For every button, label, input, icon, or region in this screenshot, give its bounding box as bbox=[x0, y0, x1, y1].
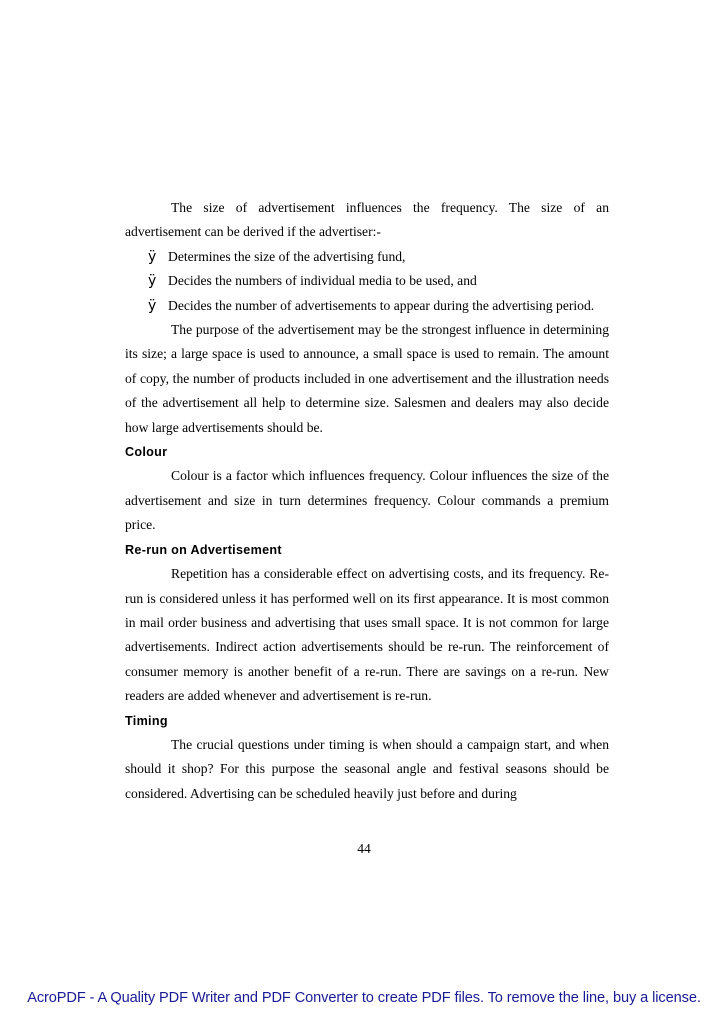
bullet-marker: ÿ bbox=[148, 273, 157, 290]
purpose-paragraph: The purpose of the advertisement may be the strongest influence in determining its size; a large space is used to announce, a small space is used to remain. The amount of copy, the number of products included in one advertisement and the illustration needs of the advertisement all help to determine size. Salesmen and dealers may also decide how large advertisements should be. bbox=[125, 322, 609, 435]
list-item-text: Determines the size of the advertising fund, bbox=[168, 248, 406, 264]
intro-paragraph: The size of advertisement influences the frequency. The size of an advertisement can be derived if the advertiser:- bbox=[125, 200, 609, 240]
page-number: 44 bbox=[357, 841, 371, 856]
colour-paragraph: Colour is a factor which influences frequency. Colour influences the size of the advertisement and size in turn determines frequency. Colour commands a premium price. bbox=[125, 468, 609, 533]
bullet-marker: ÿ bbox=[148, 248, 157, 265]
advertiser-criteria-list bbox=[125, 245, 609, 318]
section-heading-timing: Timing bbox=[125, 713, 168, 728]
list-item-text: Decides the number of advertisements to appear during the advertising period. bbox=[168, 297, 595, 313]
list-item bbox=[125, 269, 609, 293]
list-item-text: Decides the numbers of individual media to be used, and bbox=[168, 273, 477, 289]
watermark-banner: AcroPDF - A Quality PDF Writer and PDF Converter to create PDF files. To remove the line, buy a license. bbox=[27, 990, 701, 1006]
section-heading-colour: Colour bbox=[125, 445, 168, 460]
bullet-marker: ÿ bbox=[148, 297, 157, 314]
timing-paragraph: The crucial questions under timing is when should a campaign start, and when should it shop? For this purpose the seasonal angle and festival seasons should be considered. Advertising can be scheduled heavily just before and during bbox=[125, 736, 609, 801]
section-heading-re-run: Re-run on Advertisement bbox=[125, 542, 282, 557]
list-item bbox=[125, 245, 609, 269]
list-item bbox=[125, 294, 609, 318]
re-run-paragraph: Repetition has a considerable effect on advertising costs, and its frequency. Re-run is considered unless it has performed well on its first appearance. It is most common in mail order business and advertising that uses small space. It is not common for large advertisements. Indirect action advertisements should be re-run. The reinforcement of consumer memory is another benefit of a re-run. There are savings on a re-run. New readers are added whenever and advertisement is re-run. bbox=[125, 566, 609, 704]
document-page bbox=[125, 196, 609, 806]
